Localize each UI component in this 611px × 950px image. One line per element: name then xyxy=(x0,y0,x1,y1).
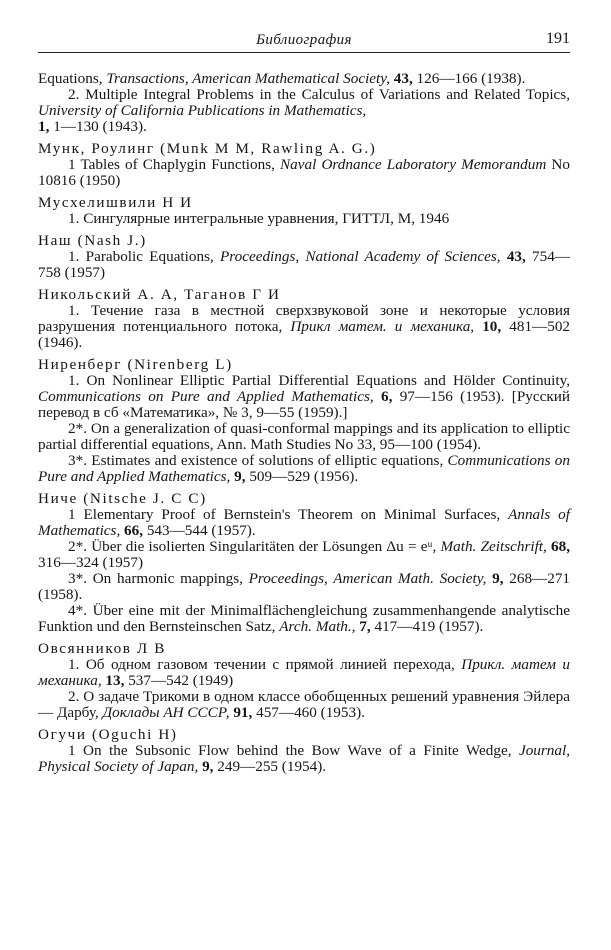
bib-item: 1. Сингулярные интегральные уравнения, ГИТТЛ, М, 1946 xyxy=(68,210,450,227)
author-heading: Никольский А. А, Таганов Г И xyxy=(38,286,281,303)
continued-entry: Equations, Transactions, American Mathematical Society, 43, 126—166 (1938). xyxy=(38,70,526,87)
author-heading: Ниренберг (Nirenberg L) xyxy=(38,356,233,373)
author-heading: Овсянников Л В xyxy=(38,640,166,657)
author-heading: Мунк, Роулинг (Munk M M, Rawling A. G.) xyxy=(38,140,377,157)
bib-item: 1. Течение газа в местной сверхзвуковой зоне и некоторые условия разрушения потенциального потока, Прикл матем. и механика, 10, 481—502 (1946). xyxy=(38,302,571,351)
page-number: 191 xyxy=(546,30,570,47)
author-heading: Мусхелишвили Н И xyxy=(38,194,193,211)
bib-item: 1 Tables of Chaplygin Functions, Naval Ordnance Laboratory Memorandum No 10816 (1950) xyxy=(38,156,570,189)
author-heading: Ниче (Nitsche J. C C) xyxy=(38,490,207,507)
author-heading: Наш (Nash J.) xyxy=(38,232,147,249)
author-heading: Огучи (Oguchi H) xyxy=(38,726,178,743)
page-header xyxy=(38,30,570,53)
bib-item: 4*. Über eine mit der Minimalflächengleichung zusammenhangende analytische Funktion und den Bernsteinschen Satz, Arch. Math., 7, 417—419 (1957). xyxy=(38,602,570,635)
bib-item: 2. О задаче Трикоми в одном классе обобщенных решений уравнения Эйлера — Дарбу, Доклады АН СССР, 91, 457—460 (1953). xyxy=(38,688,570,721)
bib-item: 1 On the Subsonic Flow behind the Bow Wave of a Finite Wedge, Journal, Physical Society of Japan, 9, 249—255 (1954). xyxy=(38,742,570,775)
bib-item: 1. Parabolic Equations, Proceedings, National Academy of Sciences, 43, 754—758 (1957) xyxy=(38,248,571,281)
bibliography xyxy=(38,71,570,775)
bib-item: 2. Multiple Integral Problems in the Calculus of Variations and Related Topics, University of California Publications in Mathematics, 1, 1—130 (1943). xyxy=(38,86,570,135)
bib-item: 1 Elementary Proof of Bernstein's Theorem on Minimal Surfaces, Annals of Mathematics, 66, 543—544 (1957). xyxy=(38,506,570,539)
entry-list xyxy=(38,141,570,775)
bib-item: 3*. Estimates and existence of solutions of elliptic equations, Communications on Pure and Applied Mathematics, 9, 509—529 (1956). xyxy=(38,452,570,485)
bib-item: 1. On Nonlinear Elliptic Partial Differential Equations and Hölder Continuity, Communications on Pure and Applied Mathematics, 6, 97—156 (1953). [Русский перевод в сб «Математика», № 3, 9—55 (1959).] xyxy=(38,372,571,421)
book-page xyxy=(38,30,570,775)
bib-item: 2*. Über die isolierten Singularitäten der Lösungen Δu = eᵘ, Math. Zeitschrift, 68, 316—324 (1957) xyxy=(38,538,571,571)
bib-item: 1. Об одном газовом течении с прямой линией перехода, Прикл. матем и механика, 13, 537—542 (1949) xyxy=(38,656,570,689)
bib-item: 3*. On harmonic mappings, Proceedings, American Math. Society, 9, 268—271 (1958). xyxy=(38,570,571,603)
running-head: Библиография xyxy=(256,32,352,48)
bib-item: 2*. On a generalization of quasi-conformal mappings and its application to elliptic partial differential equations, Ann. Math Studies No 33, 95—100 (1954). xyxy=(38,420,570,453)
